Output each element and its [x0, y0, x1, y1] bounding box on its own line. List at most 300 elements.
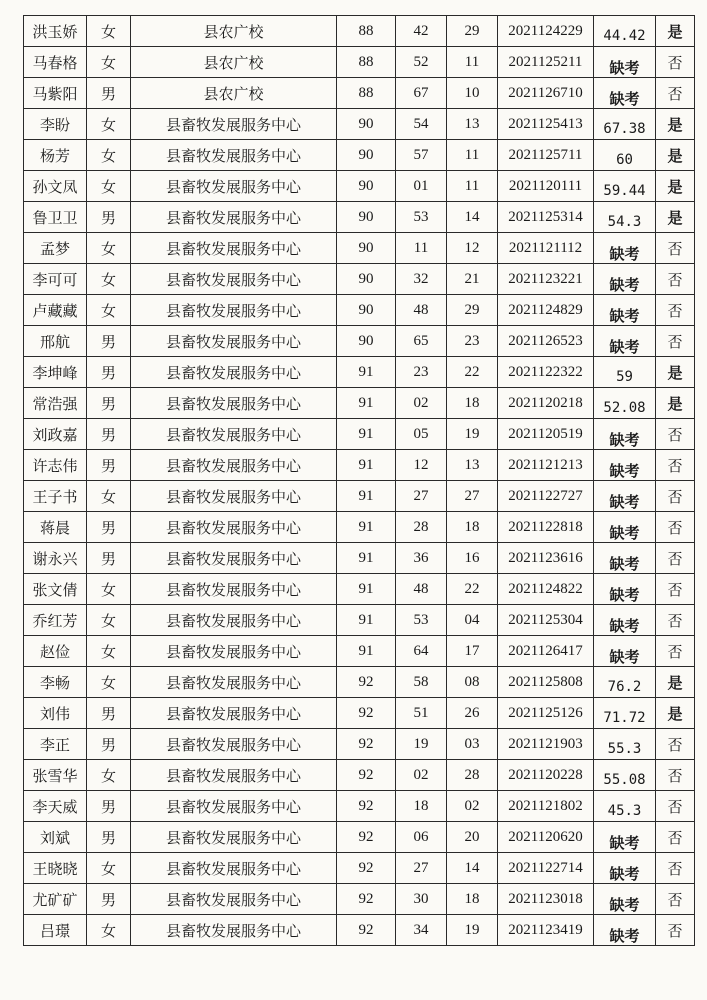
- seat-cell: 11: [447, 140, 498, 171]
- table-row: [24, 791, 695, 822]
- score-cell: [594, 47, 656, 78]
- pass-status-cell: 是: [656, 388, 695, 419]
- pass-status-cell: 否: [656, 512, 695, 543]
- name-cell: 李正: [24, 729, 87, 760]
- unit-cell: 县畜牧发展服务中心: [131, 791, 337, 822]
- score-value: 缺考: [609, 58, 640, 77]
- post-code-cell: 92: [337, 791, 396, 822]
- ticket-number-cell: 2021120620: [498, 822, 594, 853]
- room-cell: 52: [396, 47, 447, 78]
- ticket-number-cell: 2021126523: [498, 326, 594, 357]
- score-cell: [594, 791, 656, 822]
- room-cell: 12: [396, 450, 447, 481]
- score-cell: [594, 388, 656, 419]
- ticket-number-cell: 2021120228: [498, 760, 594, 791]
- score-value: 缺考: [609, 89, 640, 108]
- pass-status-cell: 否: [656, 574, 695, 605]
- ticket-number-cell: 2021121112: [498, 233, 594, 264]
- post-code-cell: 92: [337, 667, 396, 698]
- table-row: [24, 822, 695, 853]
- unit-cell: 县畜牧发展服务中心: [131, 729, 337, 760]
- unit-cell: 县畜牧发展服务中心: [131, 574, 337, 605]
- post-code-cell: 90: [337, 233, 396, 264]
- ticket-number-cell: 2021120218: [498, 388, 594, 419]
- room-cell: 02: [396, 760, 447, 791]
- seat-cell: 19: [447, 419, 498, 450]
- seat-cell: 02: [447, 791, 498, 822]
- score-value: 缺考: [609, 895, 640, 914]
- name-cell: 尤矿矿: [24, 884, 87, 915]
- pass-status-cell: 是: [656, 171, 695, 202]
- seat-cell: 11: [447, 47, 498, 78]
- ticket-number-cell: 2021125126: [498, 698, 594, 729]
- name-cell: 王晓晓: [24, 853, 87, 884]
- score-value: 缺考: [609, 647, 640, 666]
- score-value: 54.3: [607, 214, 642, 230]
- name-cell: 杨芳: [24, 140, 87, 171]
- table-row: [24, 109, 695, 140]
- post-code-cell: 91: [337, 636, 396, 667]
- score-cell: [594, 171, 656, 202]
- room-cell: 65: [396, 326, 447, 357]
- table-row: [24, 295, 695, 326]
- score-value: 缺考: [609, 833, 640, 852]
- seat-cell: 27: [447, 481, 498, 512]
- name-cell: 张雪华: [24, 760, 87, 791]
- score-cell: [594, 605, 656, 636]
- score-value: 44.42: [603, 28, 646, 44]
- name-cell: 孟梦: [24, 233, 87, 264]
- post-code-cell: 92: [337, 884, 396, 915]
- room-cell: 64: [396, 636, 447, 667]
- name-cell: 李可可: [24, 264, 87, 295]
- post-code-cell: 92: [337, 853, 396, 884]
- score-cell: [594, 295, 656, 326]
- table-row: [24, 574, 695, 605]
- seat-cell: 08: [447, 667, 498, 698]
- name-cell: 谢永兴: [24, 543, 87, 574]
- room-cell: 27: [396, 481, 447, 512]
- unit-cell: 县畜牧发展服务中心: [131, 915, 337, 946]
- post-code-cell: 90: [337, 109, 396, 140]
- seat-cell: 11: [447, 171, 498, 202]
- unit-cell: 县畜牧发展服务中心: [131, 109, 337, 140]
- pass-status-cell: 否: [656, 233, 695, 264]
- pass-status-cell: 否: [656, 481, 695, 512]
- post-code-cell: 91: [337, 357, 396, 388]
- gender-cell: 女: [87, 853, 131, 884]
- ticket-number-cell: 2021121802: [498, 791, 594, 822]
- name-cell: 刘斌: [24, 822, 87, 853]
- name-cell: 马紫阳: [24, 78, 87, 109]
- name-cell: 邢航: [24, 326, 87, 357]
- gender-cell: 男: [87, 822, 131, 853]
- post-code-cell: 91: [337, 388, 396, 419]
- ticket-number-cell: 2021124829: [498, 295, 594, 326]
- post-code-cell: 90: [337, 264, 396, 295]
- unit-cell: 县农广校: [131, 47, 337, 78]
- seat-cell: 23: [447, 326, 498, 357]
- seat-cell: 13: [447, 450, 498, 481]
- room-cell: 54: [396, 109, 447, 140]
- ticket-number-cell: 2021125304: [498, 605, 594, 636]
- room-cell: 19: [396, 729, 447, 760]
- pass-status-cell: 否: [656, 760, 695, 791]
- score-value: 缺考: [609, 337, 640, 356]
- post-code-cell: 91: [337, 574, 396, 605]
- score-cell: [594, 357, 656, 388]
- seat-cell: 28: [447, 760, 498, 791]
- score-value: 76.2: [607, 679, 642, 695]
- score-value: 55.3: [607, 741, 642, 757]
- unit-cell: 县畜牧发展服务中心: [131, 636, 337, 667]
- unit-cell: 县畜牧发展服务中心: [131, 326, 337, 357]
- post-code-cell: 92: [337, 760, 396, 791]
- seat-cell: 22: [447, 357, 498, 388]
- table-row: [24, 419, 695, 450]
- pass-status-cell: 否: [656, 264, 695, 295]
- room-cell: 01: [396, 171, 447, 202]
- name-cell: 常浩强: [24, 388, 87, 419]
- room-cell: 05: [396, 419, 447, 450]
- seat-cell: 20: [447, 822, 498, 853]
- name-cell: 王子书: [24, 481, 87, 512]
- post-code-cell: 90: [337, 295, 396, 326]
- post-code-cell: 88: [337, 47, 396, 78]
- table-row: [24, 171, 695, 202]
- score-cell: [594, 264, 656, 295]
- pass-status-cell: 是: [656, 698, 695, 729]
- room-cell: 06: [396, 822, 447, 853]
- post-code-cell: 92: [337, 729, 396, 760]
- unit-cell: 县畜牧发展服务中心: [131, 264, 337, 295]
- post-code-cell: 91: [337, 543, 396, 574]
- name-cell: 卢藏藏: [24, 295, 87, 326]
- post-code-cell: 91: [337, 450, 396, 481]
- gender-cell: 男: [87, 202, 131, 233]
- gender-cell: 男: [87, 450, 131, 481]
- post-code-cell: 92: [337, 698, 396, 729]
- gender-cell: 女: [87, 140, 131, 171]
- ticket-number-cell: 2021124822: [498, 574, 594, 605]
- post-code-cell: 88: [337, 16, 396, 47]
- name-cell: 孙文凤: [24, 171, 87, 202]
- score-value: 缺考: [609, 616, 640, 635]
- score-cell: [594, 450, 656, 481]
- name-cell: 赵俭: [24, 636, 87, 667]
- score-cell: [594, 109, 656, 140]
- score-value: 缺考: [609, 492, 640, 511]
- seat-cell: 18: [447, 512, 498, 543]
- score-cell: [594, 16, 656, 47]
- score-value: 缺考: [609, 244, 640, 263]
- pass-status-cell: 否: [656, 295, 695, 326]
- gender-cell: 女: [87, 171, 131, 202]
- post-code-cell: 91: [337, 512, 396, 543]
- room-cell: 42: [396, 16, 447, 47]
- score-value: 缺考: [609, 430, 640, 449]
- score-cell: [594, 140, 656, 171]
- gender-cell: 女: [87, 233, 131, 264]
- room-cell: 53: [396, 605, 447, 636]
- score-cell: [594, 884, 656, 915]
- gender-cell: 女: [87, 109, 131, 140]
- score-cell: [594, 481, 656, 512]
- gender-cell: 男: [87, 326, 131, 357]
- score-value: 59: [616, 369, 633, 385]
- seat-cell: 14: [447, 853, 498, 884]
- table-row: [24, 47, 695, 78]
- table-row: [24, 760, 695, 791]
- table-row: [24, 884, 695, 915]
- ticket-number-cell: 2021126417: [498, 636, 594, 667]
- score-cell: [594, 698, 656, 729]
- table-row: [24, 264, 695, 295]
- pass-status-cell: 是: [656, 202, 695, 233]
- score-value: 59.44: [603, 183, 646, 199]
- room-cell: 18: [396, 791, 447, 822]
- pass-status-cell: 是: [656, 16, 695, 47]
- room-cell: 02: [396, 388, 447, 419]
- post-code-cell: 88: [337, 78, 396, 109]
- name-cell: 洪玉娇: [24, 16, 87, 47]
- name-cell: 马春格: [24, 47, 87, 78]
- post-code-cell: 91: [337, 605, 396, 636]
- score-value: 缺考: [609, 554, 640, 573]
- unit-cell: 县畜牧发展服务中心: [131, 481, 337, 512]
- table-row: [24, 326, 695, 357]
- unit-cell: 县畜牧发展服务中心: [131, 853, 337, 884]
- room-cell: 67: [396, 78, 447, 109]
- gender-cell: 女: [87, 605, 131, 636]
- score-cell: [594, 574, 656, 605]
- ticket-number-cell: 2021121903: [498, 729, 594, 760]
- pass-status-cell: 否: [656, 450, 695, 481]
- pass-status-cell: 否: [656, 729, 695, 760]
- gender-cell: 女: [87, 295, 131, 326]
- name-cell: 乔红芳: [24, 605, 87, 636]
- pass-status-cell: 否: [656, 78, 695, 109]
- gender-cell: 男: [87, 78, 131, 109]
- ticket-number-cell: 2021126710: [498, 78, 594, 109]
- score-cell: [594, 915, 656, 946]
- name-cell: 李坤峰: [24, 357, 87, 388]
- room-cell: 51: [396, 698, 447, 729]
- room-cell: 34: [396, 915, 447, 946]
- table-row: [24, 388, 695, 419]
- table-row: [24, 636, 695, 667]
- unit-cell: 县畜牧发展服务中心: [131, 202, 337, 233]
- post-code-cell: 90: [337, 202, 396, 233]
- room-cell: 23: [396, 357, 447, 388]
- post-code-cell: 92: [337, 822, 396, 853]
- name-cell: 李天威: [24, 791, 87, 822]
- unit-cell: 县畜牧发展服务中心: [131, 884, 337, 915]
- score-value: 缺考: [609, 275, 640, 294]
- gender-cell: 男: [87, 884, 131, 915]
- table-row: [24, 853, 695, 884]
- ticket-number-cell: 2021125808: [498, 667, 594, 698]
- table-row: [24, 450, 695, 481]
- pass-status-cell: 是: [656, 109, 695, 140]
- seat-cell: 19: [447, 915, 498, 946]
- unit-cell: 县畜牧发展服务中心: [131, 512, 337, 543]
- name-cell: 许志伟: [24, 450, 87, 481]
- table-row: [24, 698, 695, 729]
- unit-cell: 县畜牧发展服务中心: [131, 543, 337, 574]
- ticket-number-cell: 2021122322: [498, 357, 594, 388]
- ticket-number-cell: 2021123616: [498, 543, 594, 574]
- name-cell: 鲁卫卫: [24, 202, 87, 233]
- unit-cell: 县畜牧发展服务中心: [131, 698, 337, 729]
- room-cell: 27: [396, 853, 447, 884]
- unit-cell: 县畜牧发展服务中心: [131, 233, 337, 264]
- unit-cell: 县畜牧发展服务中心: [131, 419, 337, 450]
- score-value: 缺考: [609, 306, 640, 325]
- table-row: [24, 78, 695, 109]
- results-table: [23, 15, 695, 946]
- seat-cell: 13: [447, 109, 498, 140]
- room-cell: 53: [396, 202, 447, 233]
- score-cell: [594, 760, 656, 791]
- seat-cell: 29: [447, 295, 498, 326]
- gender-cell: 男: [87, 512, 131, 543]
- ticket-number-cell: 2021122818: [498, 512, 594, 543]
- score-cell: [594, 78, 656, 109]
- score-value: 缺考: [609, 926, 640, 945]
- pass-status-cell: 否: [656, 822, 695, 853]
- score-cell: [594, 202, 656, 233]
- seat-cell: 21: [447, 264, 498, 295]
- name-cell: 刘伟: [24, 698, 87, 729]
- unit-cell: 县畜牧发展服务中心: [131, 450, 337, 481]
- results-sheet: [23, 15, 694, 946]
- ticket-number-cell: 2021123018: [498, 884, 594, 915]
- score-value: 67.38: [603, 121, 646, 137]
- seat-cell: 03: [447, 729, 498, 760]
- gender-cell: 女: [87, 481, 131, 512]
- score-value: 71.72: [603, 710, 646, 726]
- name-cell: 李盼: [24, 109, 87, 140]
- pass-status-cell: 否: [656, 853, 695, 884]
- gender-cell: 女: [87, 16, 131, 47]
- unit-cell: 县畜牧发展服务中心: [131, 295, 337, 326]
- score-cell: [594, 326, 656, 357]
- ticket-number-cell: 2021122714: [498, 853, 594, 884]
- score-cell: [594, 636, 656, 667]
- score-value: 缺考: [609, 864, 640, 883]
- post-code-cell: 90: [337, 326, 396, 357]
- unit-cell: 县畜牧发展服务中心: [131, 357, 337, 388]
- room-cell: 28: [396, 512, 447, 543]
- unit-cell: 县农广校: [131, 78, 337, 109]
- pass-status-cell: 否: [656, 47, 695, 78]
- room-cell: 36: [396, 543, 447, 574]
- table-body: [24, 16, 695, 946]
- gender-cell: 男: [87, 357, 131, 388]
- unit-cell: 县畜牧发展服务中心: [131, 171, 337, 202]
- name-cell: 李畅: [24, 667, 87, 698]
- post-code-cell: 92: [337, 915, 396, 946]
- score-cell: [594, 853, 656, 884]
- gender-cell: 男: [87, 791, 131, 822]
- gender-cell: 女: [87, 915, 131, 946]
- unit-cell: 县畜牧发展服务中心: [131, 667, 337, 698]
- gender-cell: 女: [87, 574, 131, 605]
- table-row: [24, 729, 695, 760]
- pass-status-cell: 否: [656, 326, 695, 357]
- gender-cell: 女: [87, 760, 131, 791]
- room-cell: 48: [396, 574, 447, 605]
- gender-cell: 女: [87, 47, 131, 78]
- table-row: [24, 915, 695, 946]
- table-row: [24, 512, 695, 543]
- ticket-number-cell: 2021120519: [498, 419, 594, 450]
- ticket-number-cell: 2021122727: [498, 481, 594, 512]
- ticket-number-cell: 2021123419: [498, 915, 594, 946]
- pass-status-cell: 否: [656, 605, 695, 636]
- name-cell: 张文倩: [24, 574, 87, 605]
- seat-cell: 26: [447, 698, 498, 729]
- pass-status-cell: 否: [656, 419, 695, 450]
- seat-cell: 18: [447, 884, 498, 915]
- score-value: 缺考: [609, 461, 640, 480]
- table-row: [24, 543, 695, 574]
- ticket-number-cell: 2021123221: [498, 264, 594, 295]
- pass-status-cell: 否: [656, 636, 695, 667]
- pass-status-cell: 否: [656, 884, 695, 915]
- pass-status-cell: 否: [656, 791, 695, 822]
- pass-status-cell: 是: [656, 357, 695, 388]
- score-cell: [594, 419, 656, 450]
- room-cell: 11: [396, 233, 447, 264]
- table-row: [24, 140, 695, 171]
- score-value: 45.3: [607, 803, 642, 819]
- seat-cell: 17: [447, 636, 498, 667]
- seat-cell: 10: [447, 78, 498, 109]
- post-code-cell: 91: [337, 481, 396, 512]
- name-cell: 吕璟: [24, 915, 87, 946]
- table-row: [24, 202, 695, 233]
- unit-cell: 县畜牧发展服务中心: [131, 605, 337, 636]
- table-row: [24, 357, 695, 388]
- post-code-cell: 90: [337, 140, 396, 171]
- score-value: 缺考: [609, 585, 640, 604]
- table-row: [24, 667, 695, 698]
- score-cell: [594, 667, 656, 698]
- room-cell: 32: [396, 264, 447, 295]
- unit-cell: 县畜牧发展服务中心: [131, 140, 337, 171]
- seat-cell: 04: [447, 605, 498, 636]
- ticket-number-cell: 2021124229: [498, 16, 594, 47]
- seat-cell: 16: [447, 543, 498, 574]
- gender-cell: 男: [87, 388, 131, 419]
- score-value: 52.08: [603, 400, 646, 416]
- gender-cell: 男: [87, 698, 131, 729]
- gender-cell: 女: [87, 264, 131, 295]
- unit-cell: 县畜牧发展服务中心: [131, 760, 337, 791]
- gender-cell: 男: [87, 543, 131, 574]
- room-cell: 30: [396, 884, 447, 915]
- seat-cell: 12: [447, 233, 498, 264]
- table-row: [24, 233, 695, 264]
- ticket-number-cell: 2021125314: [498, 202, 594, 233]
- name-cell: 刘政嘉: [24, 419, 87, 450]
- table-row: [24, 481, 695, 512]
- ticket-number-cell: 2021120111: [498, 171, 594, 202]
- score-value: 55.08: [603, 772, 646, 788]
- room-cell: 57: [396, 140, 447, 171]
